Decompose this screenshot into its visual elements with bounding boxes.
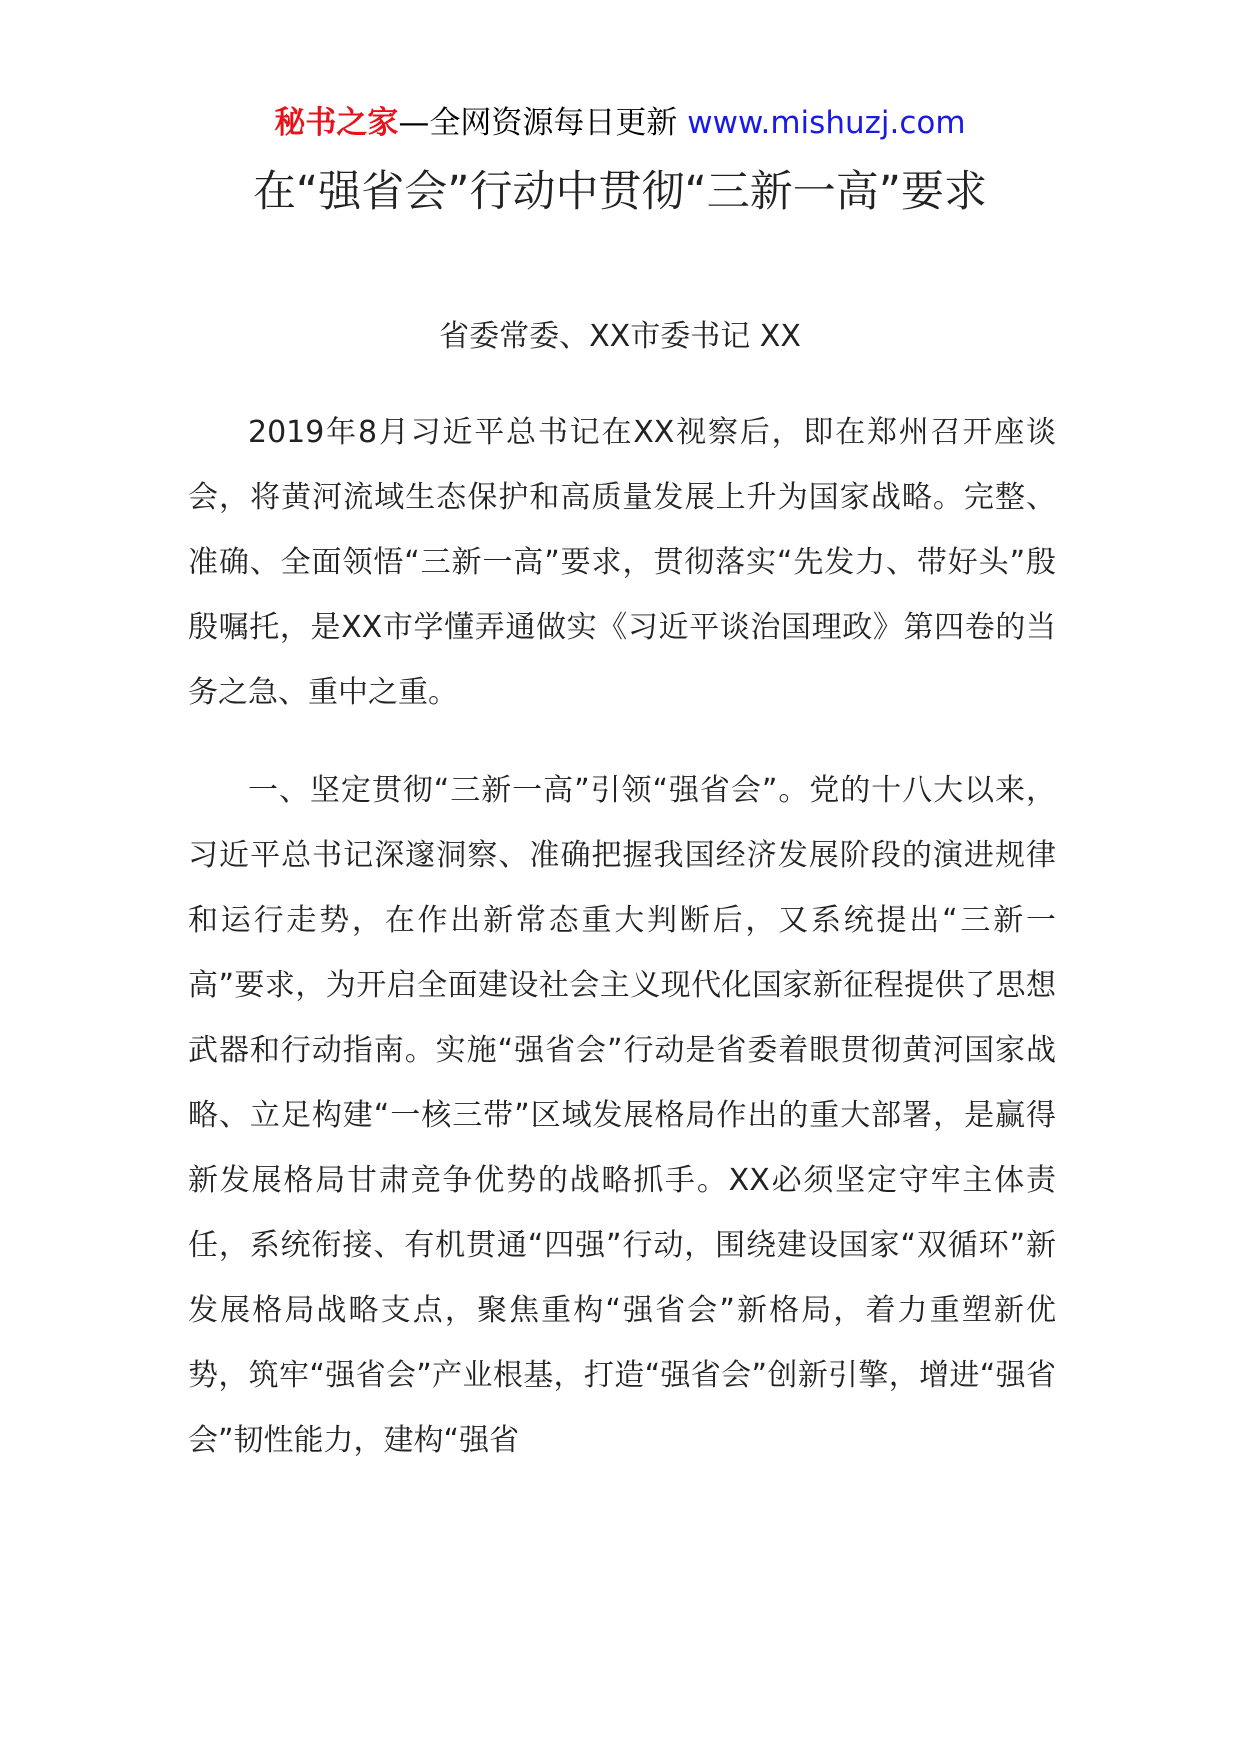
document-author: 省委常委、XX市委书记 XX [439, 319, 801, 354]
body-paragraph: 一、坚定贯彻“三新一高”引领“强省会”。党的十八大以来，习近平总书记深邃洞察、准确把握我国经济发展阶段的演进规律和运行走势，在作出新常态重大判断后，又系统提出“三新一高”要求，为开启全面建设社会主义现代化国家新征程提供了思想武器和行动指南。实施“强省会”行动是省委着眼贯彻黄河国家战略、立足构建“一核三带”区域发展格局作出的重大部署，是赢得新发展格局甘肃竞争优势的战略抓手。XX必须坚定守牢主体责任，系统衔接、有机贯通“四强”行动，围绕建设国家“双循环”新发展格局战略支点，聚焦重构“强省会”新格局，着力重塑新优势，筑牢“强省会”产业根基，打造“强省会”创新引擎，增进“强省会”韧性能力，建构“强省 [188, 773, 1056, 1458]
watermark-brand: 秘书之家 [274, 105, 399, 141]
document-title: 在“强省会”行动中贯彻“三新一高”要求 [252, 167, 988, 217]
watermark-slogan: —全网资源每日更新 [398, 105, 678, 141]
document-body [188, 400, 1056, 1506]
watermark-url[interactable]: www.mishuzj.com [687, 105, 966, 141]
body-paragraph: 2019年8月习近平总书记在XX视察后，即在郑州召开座谈会，将黄河流域生态保护和高质量发展上升为国家战略。完整、准确、全面领悟“三新一高”要求，贯彻落实“先发力、带好头”殷殷嘱托，是XX市学懂弄通做实《习近平谈治国理政》第四卷的当务之急、重中之重。 [188, 415, 1056, 710]
watermark-header [0, 100, 1240, 146]
